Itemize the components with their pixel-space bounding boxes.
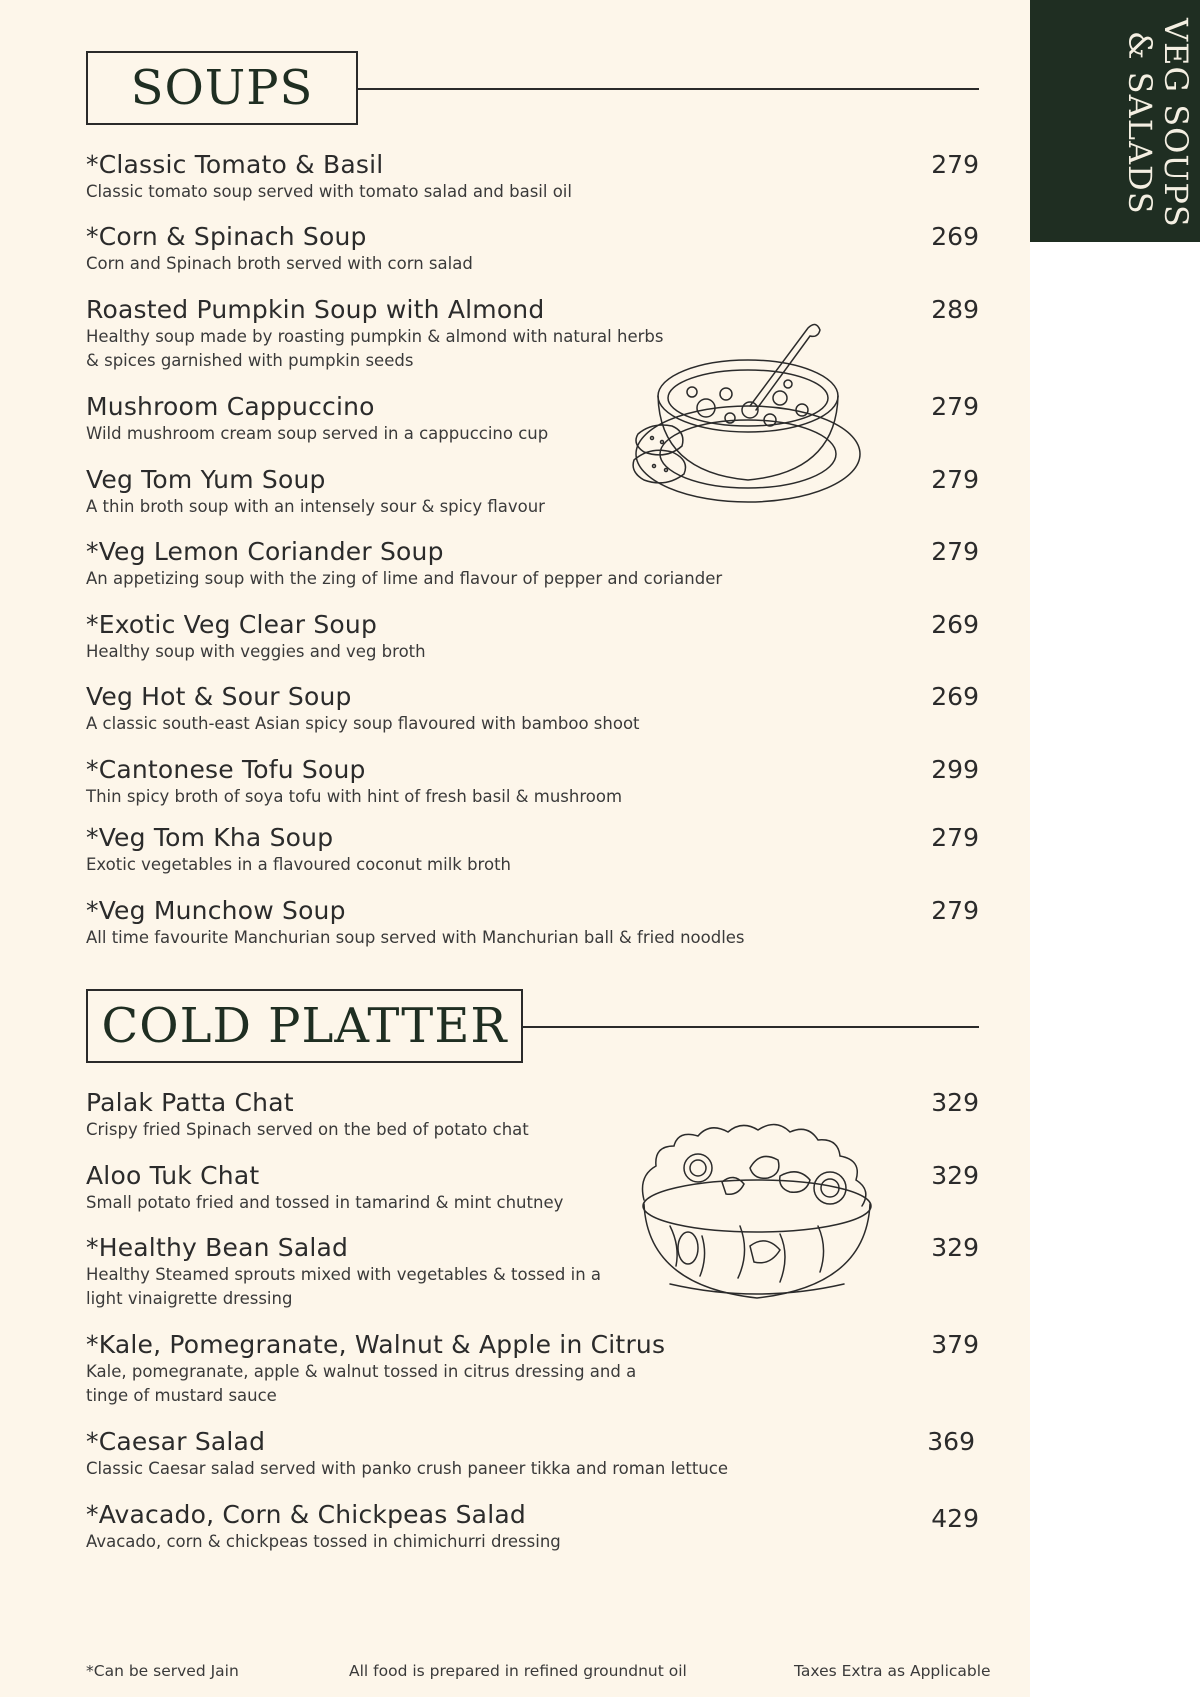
item-description: Wild mushroom cream soup served in a cappuccino cup	[86, 424, 549, 443]
item-name: *Veg Munchow Soup	[86, 896, 346, 925]
item-name: *Veg Tom Kha Soup	[86, 823, 334, 852]
menu-item	[86, 150, 979, 204]
item-description: Thin spicy broth of soya tofu with hint of fresh basil & mushroom	[86, 787, 623, 806]
section-tab-title: VEG SOUPS & SALADS	[1121, 18, 1195, 228]
item-description: All time favourite Manchurian soup served with Manchurian ball & fried noodles	[86, 928, 745, 947]
item-price: 279	[931, 537, 979, 566]
menu-item	[86, 1330, 979, 1408]
item-description: Crispy fried Spinach served on the bed of potato chat	[86, 1120, 529, 1139]
item-description: Healthy soup made by roasting pumpkin & almond with natural herbs & spices garnished with pumpkin seeds	[86, 327, 664, 370]
item-price: 269	[931, 682, 979, 711]
soups-heading-rule	[358, 88, 979, 90]
right-margin-strip	[1030, 0, 1200, 1697]
item-price: 279	[931, 150, 979, 179]
menu-item	[86, 823, 979, 877]
footer-jain-note: *Can be served Jain	[86, 1662, 239, 1680]
item-description: Exotic vegetables in a flavoured coconut milk broth	[86, 855, 511, 874]
item-price: 269	[931, 610, 979, 639]
item-description: Classic Caesar salad served with panko crush paneer tikka and roman lettuce	[86, 1459, 728, 1478]
item-name: *Avacado, Corn & Chickpeas Salad	[86, 1500, 526, 1529]
item-name: *Corn & Spinach Soup	[86, 222, 367, 251]
soup-bowl-illustration	[630, 322, 870, 512]
menu-item	[86, 1427, 979, 1481]
item-name: *Healthy Bean Salad	[86, 1233, 349, 1262]
item-price: 329	[931, 1161, 979, 1190]
item-name: Palak Patta Chat	[86, 1088, 294, 1117]
soups-heading: SOUPS	[86, 51, 358, 125]
item-price: 379	[931, 1330, 979, 1359]
menu-item	[86, 610, 979, 664]
item-description: Healthy soup with veggies and veg broth	[86, 642, 426, 661]
item-price: 269	[931, 222, 979, 251]
item-description: Avacado, corn & chickpeas tossed in chimichurri dressing	[86, 1532, 561, 1551]
item-description: A classic south-east Asian spicy soup flavoured with bamboo shoot	[86, 714, 640, 733]
menu-item	[86, 755, 979, 809]
item-name: Veg Tom Yum Soup	[86, 465, 326, 494]
item-name: Aloo Tuk Chat	[86, 1161, 260, 1190]
item-description: A thin broth soup with an intensely sour & spicy flavour	[86, 497, 545, 516]
item-price: 279	[931, 392, 979, 421]
item-price: 329	[931, 1088, 979, 1117]
item-name: *Caesar Salad	[86, 1427, 266, 1456]
item-name: Veg Hot & Sour Soup	[86, 682, 352, 711]
footer-oil-note: All food is prepared in refined groundnut oil	[349, 1662, 687, 1680]
item-name: *Exotic Veg Clear Soup	[86, 610, 378, 639]
item-description: Healthy Steamed sprouts mixed with vegetables & tossed in a light vinaigrette dressing	[86, 1265, 602, 1308]
item-description: Classic tomato soup served with tomato salad and basil oil	[86, 182, 572, 201]
item-price: 369	[927, 1427, 975, 1456]
item-price: 329	[931, 1233, 979, 1262]
cold-platter-heading-rule	[523, 1026, 979, 1028]
cold-platter-heading: COLD PLATTER	[86, 989, 523, 1063]
menu-item	[86, 896, 979, 950]
item-description: Kale, pomegranate, apple & walnut tossed in citrus dressing and a tinge of mustard sauce	[86, 1362, 637, 1405]
item-name: *Veg Lemon Coriander Soup	[86, 537, 444, 566]
item-description: Small potato fried and tossed in tamarind & mint chutney	[86, 1193, 564, 1212]
item-name: *Kale, Pomegranate, Walnut & Apple in Citrus	[86, 1330, 666, 1359]
menu-item	[86, 1500, 979, 1554]
item-name: *Classic Tomato & Basil	[86, 150, 384, 179]
menu-item	[86, 537, 979, 591]
item-price: 289	[931, 295, 979, 324]
item-description: An appetizing soup with the zing of lime and flavour of pepper and coriander	[86, 569, 723, 588]
item-price: 279	[931, 465, 979, 494]
salad-bowl-illustration	[630, 1116, 884, 1302]
item-price: 299	[931, 755, 979, 784]
item-name: *Cantonese Tofu Soup	[86, 755, 366, 784]
menu-item	[86, 682, 979, 736]
menu-item	[86, 222, 979, 276]
item-price: 279	[931, 896, 979, 925]
item-name: Mushroom Cappuccino	[86, 392, 375, 421]
item-name: Roasted Pumpkin Soup with Almond	[86, 295, 545, 324]
item-price: 429	[931, 1504, 979, 1533]
footer-tax-note: Taxes Extra as Applicable	[794, 1662, 991, 1680]
item-price: 279	[931, 823, 979, 852]
item-description: Corn and Spinach broth served with corn salad	[86, 254, 473, 273]
